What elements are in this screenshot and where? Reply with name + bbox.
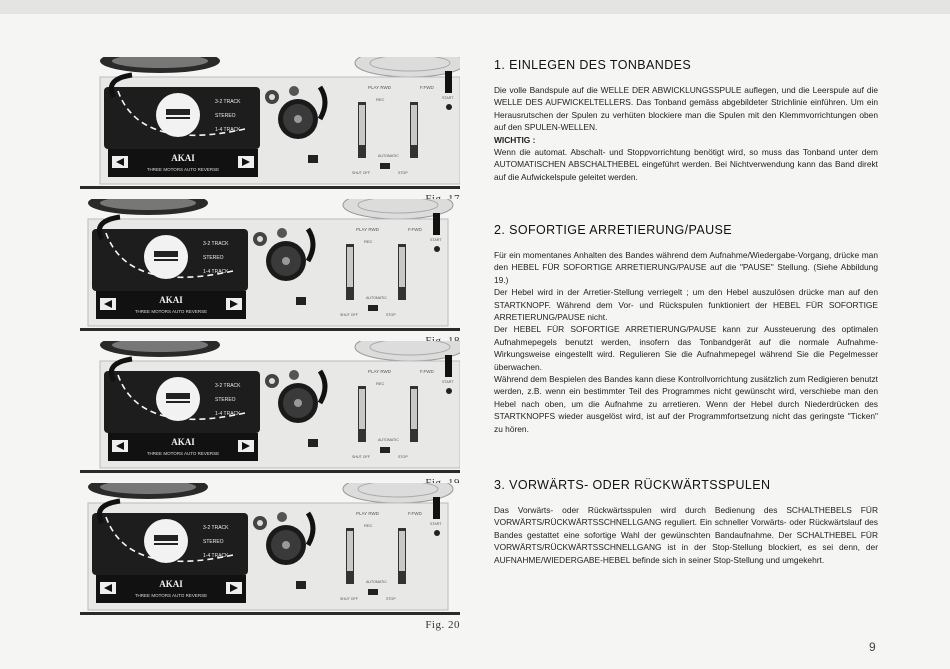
feature-text: 1-4 TRACK xyxy=(203,269,229,275)
brand-logo: AKAI xyxy=(171,153,195,163)
svg-text:AUTOMATIC: AUTOMATIC xyxy=(366,580,387,584)
paragraph: Während dem Bespielen des Bandes kann diese Kontrollvorrichtung zusätzlich zum Redigieren benutzt werden, z.B. wenn ein bestimmter Teil des Programmes nicht gewünscht wird, verschiebe man den Hebel nach oben, um die Aufnahme zu arretieren. Wenn der Hebel durch Niederdrücken des STARTKNOPFS wieder ausgelöst wird, ist auf der Programmfortsetzung nicht das geringste "Ticken" zu hören. xyxy=(494,374,878,434)
feature-text: 1-4 TRACK xyxy=(203,553,229,559)
svg-text:REC: REC xyxy=(376,381,385,386)
svg-text:REC: REC xyxy=(364,239,373,244)
feature-text: STEREO xyxy=(215,113,236,119)
svg-text:SHUT OFF: SHUT OFF xyxy=(340,313,358,317)
svg-text:REC: REC xyxy=(376,97,385,102)
brand-logo: AKAI xyxy=(159,295,183,305)
section-title: 2. SOFORTIGE ARRETIERUNG/PAUSE xyxy=(494,223,732,237)
feature-text: STEREO xyxy=(203,539,224,545)
figure-17 xyxy=(80,57,460,206)
tape-deck-illustration xyxy=(80,199,460,334)
svg-text:STOP: STOP xyxy=(398,455,408,459)
svg-text:F.FWD: F.FWD xyxy=(408,227,422,232)
svg-text:START: START xyxy=(430,238,442,242)
figure-20 xyxy=(80,483,460,632)
paragraph: Das Vorwärts- oder Rückwärtsspulen wird durch Bedienung des SCHALTHEBELS FÜR VORWÄRTS/RÜCKWÄRTSSCHNELLGANG reguliert. Ein schneller Vorwärts- oder Rückwärtslauf des Bandes gestattet eine sofortige Wahl der gewünschten Bandaufnahme. Der SCHALTHEBEL FÜR VORWÄRTS/RÜCKWÄRTSSCHNELLGANG ist in der Stop-Stellung blockiert, es sei denn, der AUFNAHME/WIEDERGABE-HEBEL befinde sich in seiner Stop-Stellung und umgekehrt. xyxy=(494,505,878,565)
svg-text:START: START xyxy=(430,522,442,526)
brand-subtitle: THREE MOTORS AUTO REVERSE xyxy=(146,167,220,172)
svg-text:REC: REC xyxy=(364,523,373,528)
rec-button xyxy=(308,155,318,163)
svg-text:PLAY RWD: PLAY RWD xyxy=(356,227,380,232)
figure-label: Fig. 20 xyxy=(425,619,460,631)
rec-button xyxy=(296,297,306,305)
feature-text: STEREO xyxy=(203,255,224,261)
section-title: 1. EINLEGEN DES TONBANDES xyxy=(494,58,692,72)
svg-text:SHUT OFF: SHUT OFF xyxy=(352,171,370,175)
paragraph: Wenn die automat. Abschalt- und Stoppvorrichtung benötigt wird, so muss das Tonband unter dem AUTOMATISCHEN ABSCHALTHEBEL eingeführt werden. Bei Nichtverwendung kann das Band direkt auf die Aufwickelspule geleitet werden. xyxy=(494,147,878,182)
paragraph-important-heading: WICHTIG : xyxy=(494,134,536,145)
page-number: 9 xyxy=(869,640,876,654)
paragraph: Der HEBEL FÜR SOFORTIGE ARRETIERUNG/PAUSE kann zur Aussteuerung des optimalen Aufnahmepegels benutzt werden, insofern das Tonbandgerät auf die normale Aufnahme-Wirkungsweise eingestellt wird. Regulieren Sie die Aufnahmepegel während Sie die Pegelmesser überwachen. xyxy=(494,324,878,372)
brand-subtitle: THREE MOTORS AUTO REVERSE xyxy=(146,451,220,456)
section-pause xyxy=(494,223,878,435)
svg-text:F.FWD: F.FWD xyxy=(408,511,422,516)
feature-text: 1-4 TRACK xyxy=(215,411,241,417)
svg-text:PLAY RWD: PLAY RWD xyxy=(356,511,380,516)
svg-text:PLAY RWD: PLAY RWD xyxy=(368,85,392,90)
feature-text: STEREO xyxy=(215,397,236,403)
page-top-band xyxy=(0,0,950,14)
section-title: 3. VORWÄRTS- ODER RÜCKWÄRTSSPULEN xyxy=(494,478,771,492)
svg-text:START: START xyxy=(442,96,454,100)
brand-logo: AKAI xyxy=(159,579,183,589)
brand-subtitle: THREE MOTORS AUTO REVERSE xyxy=(134,309,208,314)
brand-logo: AKAI xyxy=(171,437,195,447)
feature-text: 3-2 TRACK xyxy=(215,99,241,105)
paragraph: Die volle Bandspule auf die WELLE DER ABWICKLUNGSSPULE auflegen, und die Leerspule auf die WELLE DES AUFWICKELTELLERS. Das Tonband gemäss abgebildeter Strichlinie einführen. Um ein Herausrutschen der Spulen zu verhüten blockiere man die Spulen mit den Klemmvorrichtungen oben auf den SPULEN-WELLEN. xyxy=(494,85,878,133)
figure-18 xyxy=(80,199,460,348)
paragraph: Für ein momentanes Anhalten des Bandes während dem Aufnahme/Wiedergabe-Vorgang, drücke man den HEBEL FÜR SOFORTIGE ARRETIERUNG/PAUSE auf die "PAUSE" Stellung. (Siehe Abbildung 19.) xyxy=(494,250,878,285)
svg-text:STOP: STOP xyxy=(398,171,408,175)
rec-button xyxy=(308,439,318,447)
section-fast-wind xyxy=(494,478,878,566)
svg-text:SHUT OFF: SHUT OFF xyxy=(340,597,358,601)
svg-text:START: START xyxy=(442,380,454,384)
svg-text:PLAY RWD: PLAY RWD xyxy=(368,369,392,374)
feature-text: 3-2 TRACK xyxy=(203,241,229,247)
svg-text:AUTOMATIC: AUTOMATIC xyxy=(378,438,399,442)
tape-deck-illustration xyxy=(80,483,460,618)
feature-text: 3-2 TRACK xyxy=(215,383,241,389)
svg-text:AUTOMATIC: AUTOMATIC xyxy=(378,154,399,158)
rec-button xyxy=(296,581,306,589)
tape-deck-illustration xyxy=(80,57,460,192)
svg-text:STOP: STOP xyxy=(386,313,396,317)
svg-text:F.FWD: F.FWD xyxy=(420,85,434,90)
svg-text:AUTOMATIC: AUTOMATIC xyxy=(366,296,387,300)
svg-text:F.FWD: F.FWD xyxy=(420,369,434,374)
paragraph: Der Hebel wird in der Arretier-Stellung verriegelt ; um den Hebel auszulösen drücke man auf den STARTKNOPF. Während dem Vor- und Rückspulen funktioniert der HEBEL FÜR SOFORTIGE ARRETIERUNG/PAUSE nicht. xyxy=(494,287,878,323)
section-loading-tape xyxy=(494,58,878,183)
feature-text: 1-4 TRACK xyxy=(215,127,241,133)
figure-19 xyxy=(80,341,460,490)
brand-subtitle: THREE MOTORS AUTO REVERSE xyxy=(134,593,208,598)
svg-text:STOP: STOP xyxy=(386,597,396,601)
tape-deck-illustration xyxy=(80,341,460,476)
feature-text: 3-2 TRACK xyxy=(203,525,229,531)
svg-text:SHUT OFF: SHUT OFF xyxy=(352,455,370,459)
